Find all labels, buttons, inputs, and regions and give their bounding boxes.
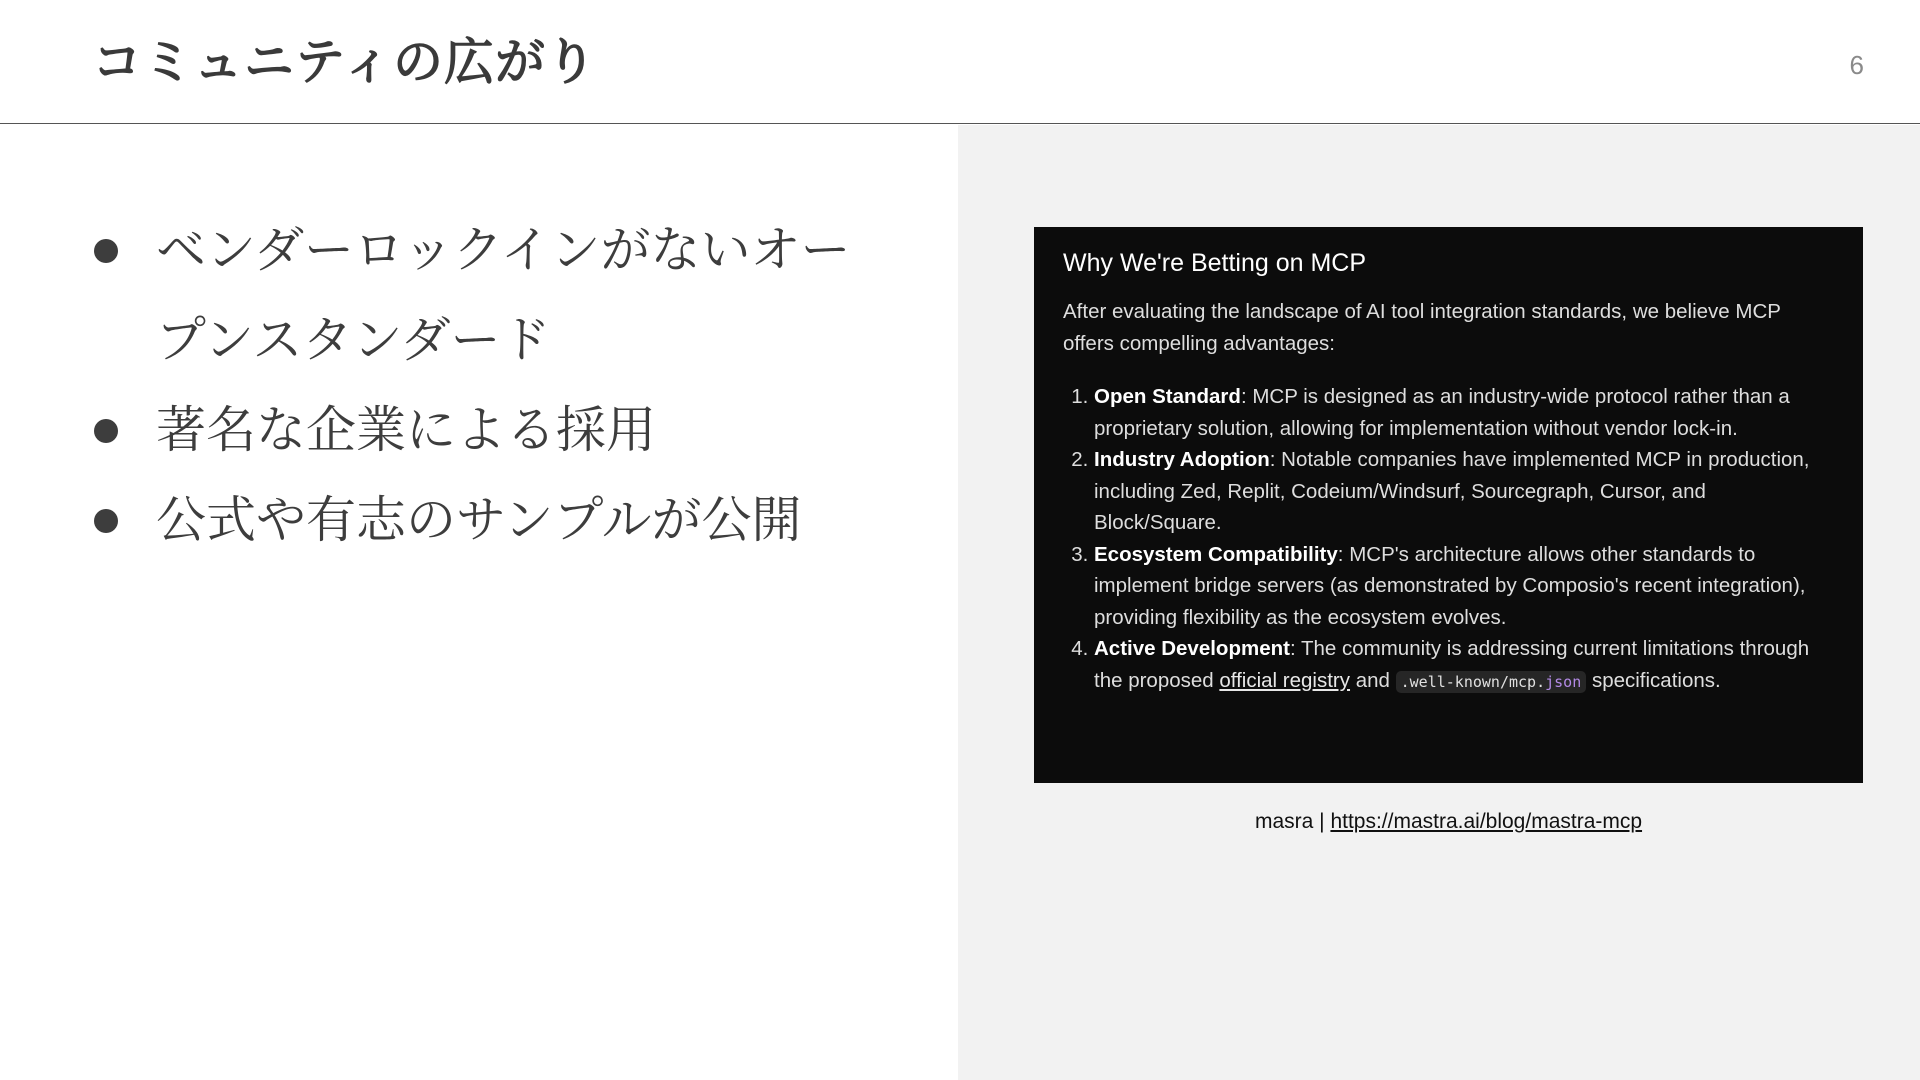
bullet-dot-icon — [94, 239, 118, 263]
caption-separator: | — [1313, 810, 1331, 833]
advantage-term: Active Development — [1094, 637, 1290, 660]
official-registry-link[interactable]: official registry — [1219, 668, 1351, 692]
code-extension: json — [1545, 672, 1582, 691]
well-known-code — [1396, 671, 1587, 693]
advantage-text: : The community is addressing current limitations through the proposed — [1094, 637, 1810, 692]
screenshot-heading: Why We're Betting on MCP — [1063, 249, 1367, 277]
advantage-text: : MCP is designed as an industry-wide protocol rather than a proprietary solution, allowing for implementation without vendor lock-in. — [1094, 385, 1790, 440]
caption-source: masra — [1254, 810, 1314, 833]
advantage-item — [1094, 539, 1835, 634]
bullet-dot-icon — [94, 419, 118, 443]
source-url-link[interactable]: https://mastra.ai/blog/mastra-mcp — [1330, 810, 1643, 833]
advantage-term: Industry Adoption — [1094, 448, 1270, 471]
blog-screenshot — [1034, 227, 1863, 783]
slide-header — [0, 0, 1920, 124]
advantage-text: specifications. — [1586, 668, 1721, 692]
bullet-item — [92, 475, 892, 565]
bullet-item — [92, 385, 892, 475]
advantage-item — [1094, 633, 1835, 698]
left-pane — [0, 125, 958, 1080]
source-caption — [1034, 810, 1863, 834]
bullet-item — [92, 205, 892, 385]
advantages-list — [1063, 381, 1835, 698]
advantage-item — [1094, 381, 1835, 444]
advantage-term: Open Standard — [1094, 385, 1241, 408]
advantage-text: and — [1350, 668, 1396, 692]
advantage-text: : MCP's architecture allows other standards to implement bridge servers (as demonstrated by Composio's recent integration), providing flexibility as the ecosystem evolves. — [1094, 542, 1806, 629]
page-number: 6 — [1849, 50, 1864, 80]
advantage-item — [1094, 444, 1835, 539]
bullet-text: 著名な企業による採用 — [156, 401, 656, 459]
bullet-text: ベンダーロックインがないオープンスタンダード — [156, 221, 851, 369]
screenshot-intro: After evaluating the landscape of AI tool integration standards, we believe MCP offers compelling advantages: — [1063, 300, 1781, 355]
code-path: .well-known/mcp. — [1400, 672, 1546, 691]
bullet-dot-icon — [94, 509, 118, 533]
bullet-list — [92, 205, 892, 565]
slide-title: コミュニティの広がり — [92, 33, 597, 91]
advantage-term: Ecosystem Compatibility — [1094, 542, 1338, 566]
advantage-text: : Notable companies have implemented MCP in production, including Zed, Replit, Codeium/Windsurf, Sourcegraph, Cursor, and Block/Square. — [1094, 448, 1810, 534]
bullet-text: 公式や有志のサンプルが公開 — [156, 491, 802, 549]
